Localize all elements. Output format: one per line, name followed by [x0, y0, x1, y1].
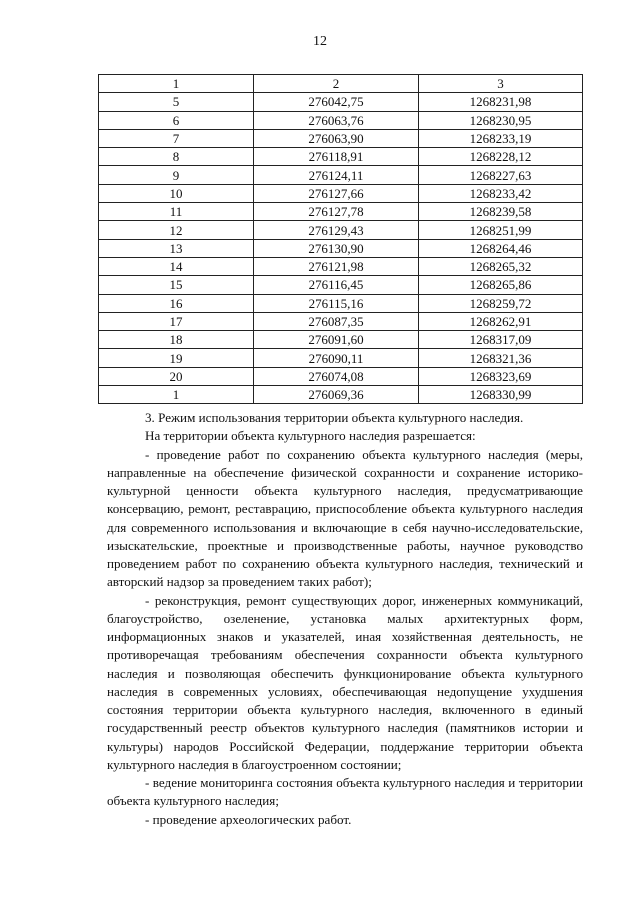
cell-point-number: 16: [99, 294, 254, 312]
table-row: [99, 148, 583, 166]
cell-y-coordinate: 1268330,99: [419, 386, 583, 404]
cell-point-number: 8: [99, 148, 254, 166]
cell-y-coordinate: 1268264,46: [419, 239, 583, 257]
cell-y-coordinate: 1268228,12: [419, 148, 583, 166]
cell-x-coordinate: 276091,60: [254, 331, 419, 349]
list-item: - проведение археологических работ.: [145, 811, 352, 827]
cell-x-coordinate: 276121,98: [254, 257, 419, 275]
cell-point-number: 10: [99, 184, 254, 202]
cell-x-coordinate: 276127,66: [254, 184, 419, 202]
cell-point-number: 11: [99, 203, 254, 221]
cell-y-coordinate: 1268262,91: [419, 312, 583, 330]
cell-y-coordinate: 1268321,36: [419, 349, 583, 367]
cell-point-number: 13: [99, 239, 254, 257]
cell-x-coordinate: 276074,08: [254, 367, 419, 385]
table-row: [99, 184, 583, 202]
list-item: - ведение мониторинга состояния объекта культурного наследия и территории объекта культурного наследия;: [107, 775, 583, 809]
coordinates-table: [98, 74, 583, 404]
table-row: [99, 221, 583, 239]
cell-x-coordinate: 276124,11: [254, 166, 419, 184]
list-item: - проведение работ по сохранению объекта культурного наследия (меры, направленные на обеспечение физической сохранности и сохранение историко-культурной ценности объекта культурного наследия, предусматривающие консервацию, ремонт, реставрацию, приспособление объекта культурного наследия для современного использования и включающие в себя научно-исследовательские, изыскательские, проектные и производственные работы, научное руководство проведением работ по сохранению объекта культурного наследия, технический и авторский надзор за проведением таких работ);: [107, 446, 583, 590]
table-row: [99, 312, 583, 330]
section-heading: 3. Режим использования территории объекта культурного наследия.: [145, 410, 524, 425]
cell-x-coordinate: 276127,78: [254, 203, 419, 221]
column-header-x: 2: [254, 75, 419, 93]
cell-x-coordinate: 276118,91: [254, 148, 419, 166]
table-row: [99, 386, 583, 404]
cell-y-coordinate: 1268265,32: [419, 257, 583, 275]
cell-x-coordinate: 276129,43: [254, 221, 419, 239]
cell-x-coordinate: 276042,75: [254, 93, 419, 111]
cell-point-number: 19: [99, 349, 254, 367]
table-row: [99, 166, 583, 184]
cell-point-number: 9: [99, 166, 254, 184]
table-row: [99, 203, 583, 221]
cell-x-coordinate: 276063,76: [254, 111, 419, 129]
cell-x-coordinate: 276116,45: [254, 276, 419, 294]
cell-point-number: 18: [99, 331, 254, 349]
cell-point-number: 5: [99, 93, 254, 111]
list-item: - реконструкция, ремонт существующих дорог, инженерных коммуникаций, благоустройство, озеленение, установка малых архитектурных форм, информационных знаков и указателей, иная хозяйственная деятельность, не противоречащая требованиям обеспечения сохранности объекта культурного наследия и позволяющая обеспечить функционирование объекта культурного наследия в современных условиях, обеспечивающая недопущение ухудшения состояния территории объекта культурного наследия, включенного в единый государственный реестр объектов культурного наследия (памятников истории и культуры) народов Российской Федерации, поддержание территории объекта культурного наследия в благоустроенном состоянии;: [107, 592, 583, 772]
cell-point-number: 15: [99, 276, 254, 294]
cell-point-number: 12: [99, 221, 254, 239]
regime-section: [107, 409, 583, 829]
table-row: [99, 93, 583, 111]
section-intro: На территории объекта культурного наследия разрешается:: [145, 428, 476, 444]
cell-y-coordinate: 1268233,42: [419, 184, 583, 202]
table-row: [99, 349, 583, 367]
cell-point-number: 7: [99, 129, 254, 147]
table-row: [99, 111, 583, 129]
cell-x-coordinate: 276069,36: [254, 386, 419, 404]
cell-point-number: 6: [99, 111, 254, 129]
cell-point-number: 14: [99, 257, 254, 275]
cell-y-coordinate: 1268230,95: [419, 111, 583, 129]
cell-y-coordinate: 1268323,69: [419, 367, 583, 385]
cell-x-coordinate: 276115,16: [254, 294, 419, 312]
cell-y-coordinate: 1268251,99: [419, 221, 583, 239]
table-row: [99, 276, 583, 294]
cell-x-coordinate: 276063,90: [254, 129, 419, 147]
cell-y-coordinate: 1268227,63: [419, 166, 583, 184]
cell-point-number: 17: [99, 312, 254, 330]
cell-y-coordinate: 1268231,98: [419, 93, 583, 111]
cell-y-coordinate: 1268239,58: [419, 203, 583, 221]
table-row: [99, 294, 583, 312]
cell-point-number: 20: [99, 367, 254, 385]
table-row: [99, 129, 583, 147]
cell-y-coordinate: 1268233,19: [419, 129, 583, 147]
cell-x-coordinate: 276087,35: [254, 312, 419, 330]
page-number: 12: [313, 34, 327, 49]
table-header-row: [99, 75, 583, 93]
coordinates-table-body: [99, 75, 583, 404]
cell-y-coordinate: 1268317,09: [419, 331, 583, 349]
column-header-point: 1: [99, 75, 254, 93]
cell-x-coordinate: 276090,11: [254, 349, 419, 367]
table-row: [99, 331, 583, 349]
cell-y-coordinate: 1268259,72: [419, 294, 583, 312]
table-row: [99, 257, 583, 275]
cell-y-coordinate: 1268265,86: [419, 276, 583, 294]
table-row: [99, 367, 583, 385]
table-row: [99, 239, 583, 257]
cell-point-number: 1: [99, 386, 254, 404]
column-header-y: 3: [419, 75, 583, 93]
cell-x-coordinate: 276130,90: [254, 239, 419, 257]
